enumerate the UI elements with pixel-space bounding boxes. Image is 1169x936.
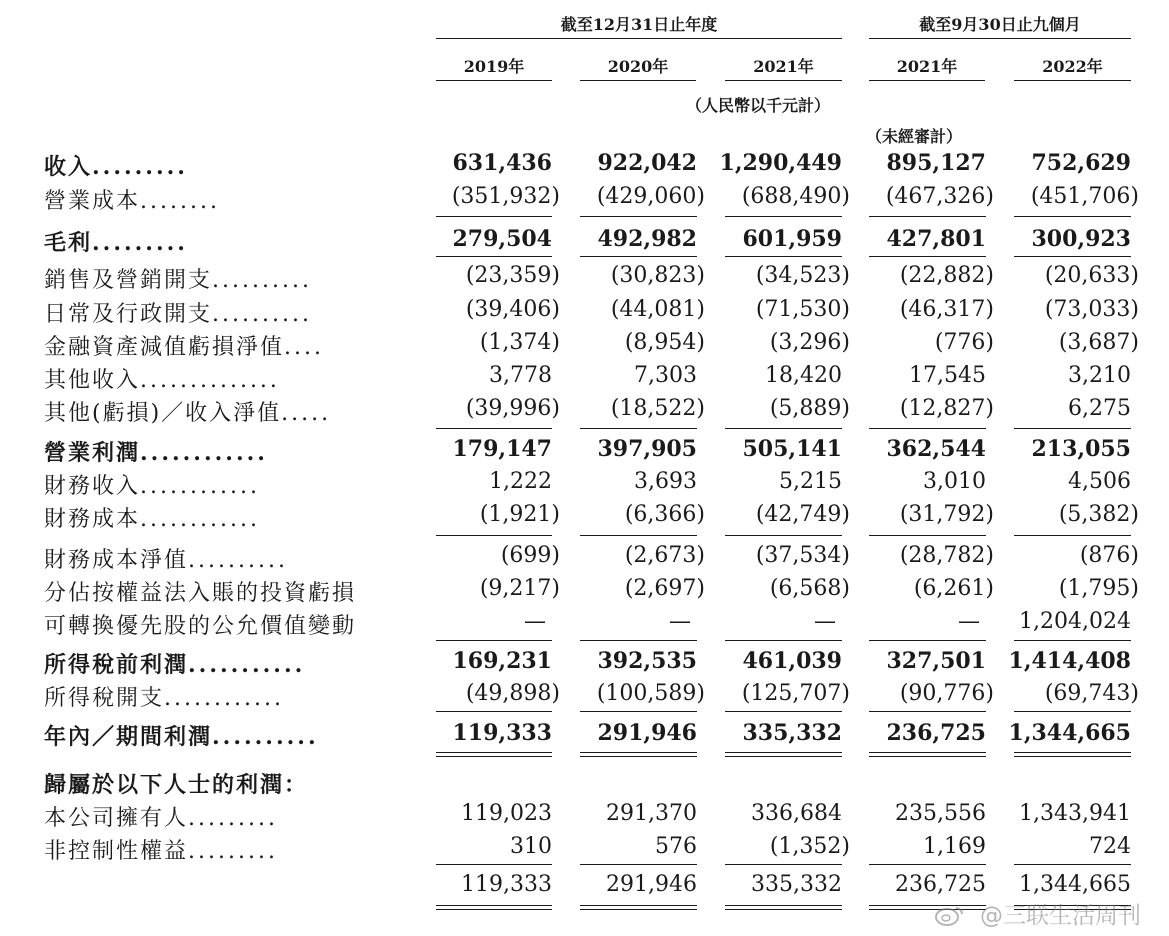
- value-cell: 291,946: [606, 872, 697, 897]
- value-cell: (699): [500, 543, 560, 568]
- row-label: [44, 469, 260, 500]
- leader-dots: ............: [164, 686, 284, 711]
- subtotal-rule: [725, 256, 842, 257]
- subtotal-rule: [436, 428, 552, 429]
- subtotal-rule: [580, 711, 697, 712]
- value-cell: (69,743): [1044, 681, 1139, 706]
- row-label-text: 財務收入: [44, 474, 141, 499]
- total-double-rule: [869, 752, 986, 757]
- currency-unit-note: （人民幣以千元計）: [686, 96, 831, 115]
- value-cell: 895,127: [886, 150, 986, 176]
- value-cell: (100,589): [596, 681, 705, 706]
- subtotal-rule: [436, 216, 552, 217]
- value-cell: 397,905: [597, 436, 697, 462]
- value-cell: 4,506: [1068, 469, 1131, 494]
- leader-dots: ............: [140, 507, 260, 532]
- value-cell: 179,147: [452, 436, 552, 462]
- row-label: [44, 648, 305, 679]
- value-cell: (73,033): [1044, 297, 1139, 322]
- row-label: [44, 543, 288, 574]
- subtotal-rule: [725, 535, 842, 536]
- subtotal-rule: [725, 864, 842, 865]
- total-double-rule: [1014, 752, 1131, 757]
- value-cell: 427,801: [886, 226, 986, 252]
- row-label-text: 年內／期間利潤: [44, 724, 213, 750]
- value-cell: 17,545: [909, 363, 986, 388]
- value-cell: 505,141: [742, 436, 842, 462]
- value-cell: 1,204,024: [1019, 609, 1131, 634]
- leader-dots: .........: [92, 154, 188, 180]
- value-cell: 279,504: [452, 226, 552, 252]
- row-label-text: 所得稅前利潤: [44, 652, 189, 678]
- subtotal-rule: [436, 256, 552, 257]
- value-cell: 461,039: [742, 648, 842, 674]
- group-header-rule: [436, 38, 842, 39]
- row-label-text: 可轉換優先股的公允價值變動: [44, 614, 357, 639]
- value-cell: 213,055: [1031, 436, 1131, 462]
- value-cell: —: [958, 609, 980, 634]
- value-cell: (30,823): [610, 263, 705, 288]
- value-cell: (5,382): [1058, 502, 1139, 527]
- group-header-year: 截至12月31日止年度: [560, 15, 718, 34]
- value-cell: 1,344,665: [1008, 720, 1131, 746]
- total-double-rule: [869, 905, 986, 910]
- value-cell: 7,303: [634, 363, 697, 388]
- total-double-rule: [725, 752, 842, 757]
- subtotal-rule: [869, 864, 986, 865]
- row-label-text: 分佔按權益法入賬的投資虧損: [44, 581, 357, 606]
- value-cell: (688,490): [741, 184, 850, 209]
- value-cell: 1,222: [489, 469, 552, 494]
- value-cell: (6,261): [913, 576, 994, 601]
- watermark-text: @三联生活周刊: [980, 903, 1141, 929]
- value-cell: (3,687): [1058, 330, 1139, 355]
- year-header: 2020年: [607, 57, 669, 76]
- value-cell: 576: [655, 834, 697, 859]
- leader-dots: ....: [284, 335, 324, 360]
- value-cell: (34,523): [755, 263, 850, 288]
- row-label-text: 金融資產減值虧損淨值: [44, 335, 285, 360]
- leader-dots: ..........: [188, 548, 288, 573]
- value-cell: 922,042: [597, 150, 697, 176]
- leader-dots: .........: [92, 230, 188, 256]
- value-cell: 236,725: [886, 720, 986, 746]
- year-rule: [436, 80, 552, 81]
- value-cell: 3,210: [1068, 363, 1131, 388]
- value-cell: (39,996): [465, 396, 560, 421]
- leader-dots: ............: [140, 474, 260, 499]
- value-cell: 631,436: [452, 150, 552, 176]
- value-cell: (1,795): [1058, 576, 1139, 601]
- row-label: [44, 263, 312, 294]
- leader-dots: .........: [188, 806, 278, 831]
- value-cell: (28,782): [899, 543, 994, 568]
- group-header-rule: [869, 38, 1131, 39]
- value-cell: (22,882): [899, 263, 994, 288]
- subtotal-rule: [580, 864, 697, 865]
- year-rule: [869, 80, 985, 81]
- subtotal-rule: [580, 640, 697, 641]
- row-label-text: 所得稅開支: [44, 686, 165, 711]
- value-cell: (6,366): [624, 502, 705, 527]
- value-cell: 1,414,408: [1008, 648, 1131, 674]
- year-header: 2022年: [1042, 57, 1103, 76]
- year-header: 2019年: [463, 57, 525, 76]
- row-label: [44, 226, 188, 257]
- value-cell: 300,923: [1031, 226, 1131, 252]
- subtotal-rule: [725, 216, 842, 217]
- total-double-rule: [436, 905, 552, 910]
- leader-dots: ..........: [212, 268, 312, 293]
- row-label-text: 財務成本: [44, 507, 141, 532]
- value-cell: (9,217): [479, 576, 560, 601]
- value-cell: 5,215: [779, 469, 842, 494]
- value-cell: (46,317): [899, 297, 994, 322]
- row-label: [44, 834, 278, 865]
- value-cell: (31,792): [899, 502, 994, 527]
- value-cell: 335,332: [751, 872, 842, 897]
- value-cell: 3,693: [634, 469, 697, 494]
- value-cell: (39,406): [465, 297, 560, 322]
- subtotal-rule: [725, 428, 842, 429]
- subtotal-rule: [869, 535, 986, 536]
- value-cell: (8,954): [624, 330, 705, 355]
- value-cell: 291,946: [597, 720, 697, 746]
- row-label-text: 毛利: [44, 230, 93, 256]
- leader-dots: .........: [188, 839, 278, 864]
- subtotal-rule: [436, 640, 552, 641]
- value-cell: —: [524, 609, 546, 634]
- value-cell: 724: [1089, 834, 1131, 859]
- value-cell: (467,326): [885, 184, 994, 209]
- year-header: 2021年: [753, 57, 814, 76]
- subtotal-rule: [436, 535, 552, 536]
- year-rule: [1014, 80, 1131, 81]
- subtotal-rule: [580, 428, 697, 429]
- subtotal-rule: [580, 535, 697, 536]
- row-label: [44, 297, 312, 328]
- row-label-text: 日常及行政開支: [44, 302, 213, 327]
- subtotal-rule: [725, 640, 842, 641]
- leader-dots: ..............: [140, 368, 280, 393]
- subtotal-rule: [436, 711, 552, 712]
- subtotal-rule: [1014, 428, 1131, 429]
- row-label: [44, 436, 268, 467]
- value-cell: —: [814, 609, 836, 634]
- group-header-nine-months: 截至9月30日止九個月: [919, 15, 1081, 34]
- row-label-text: 非控制性權益: [44, 839, 189, 864]
- row-label: [44, 150, 188, 181]
- value-cell: 169,231: [452, 648, 552, 674]
- row-label-text: 收入: [44, 154, 93, 180]
- value-cell: (429,060): [596, 184, 705, 209]
- value-cell: (3,296): [769, 330, 850, 355]
- value-cell: (42,749): [755, 502, 850, 527]
- row-label-text: 其他收入: [44, 368, 141, 393]
- subtotal-rule: [1014, 535, 1131, 536]
- row-label: [44, 184, 220, 215]
- value-cell: 1,343,941: [1019, 801, 1131, 826]
- value-cell: 327,501: [886, 648, 986, 674]
- row-label-text: 財務成本淨值: [44, 548, 189, 573]
- value-cell: 119,333: [461, 872, 552, 897]
- value-cell: 752,629: [1031, 150, 1131, 176]
- unaudited-note: （未經審計）: [866, 127, 963, 146]
- value-cell: (351,932): [451, 184, 560, 209]
- year-rule: [725, 80, 842, 81]
- leader-dots: ...........: [188, 652, 306, 678]
- value-cell: 1,344,665: [1019, 872, 1131, 897]
- value-cell: (5,889): [769, 396, 850, 421]
- value-cell: 6,275: [1068, 396, 1131, 421]
- value-cell: (18,522): [610, 396, 705, 421]
- subtotal-rule: [1014, 256, 1131, 257]
- value-cell: (71,530): [755, 297, 850, 322]
- value-cell: (776): [934, 330, 994, 355]
- row-label: [44, 396, 331, 427]
- value-cell: (49,898): [465, 681, 560, 706]
- value-cell: (44,081): [610, 297, 705, 322]
- subtotal-rule: [869, 428, 986, 429]
- subtotal-rule: [1014, 711, 1131, 712]
- subtotal-rule: [580, 256, 697, 257]
- row-label: [44, 609, 356, 640]
- row-label: [44, 720, 319, 751]
- value-cell: 236,725: [895, 872, 986, 897]
- row-label-text: 本公司擁有人: [44, 806, 189, 831]
- value-cell: 601,959: [742, 226, 842, 252]
- value-cell: (1,921): [479, 502, 560, 527]
- leader-dots: ............: [140, 440, 268, 466]
- value-cell: 291,370: [606, 801, 697, 826]
- row-label-text: 其他(虧損)／收入淨值: [44, 401, 282, 426]
- value-cell: 119,023: [461, 801, 552, 826]
- subtotal-rule: [869, 256, 986, 257]
- value-cell: 335,332: [742, 720, 842, 746]
- subtotal-rule: [869, 640, 986, 641]
- value-cell: 392,535: [597, 648, 697, 674]
- year-rule: [580, 80, 696, 81]
- row-label: [44, 801, 278, 832]
- value-cell: (876): [1079, 543, 1139, 568]
- value-cell: —: [669, 609, 691, 634]
- value-cell: 1,169: [923, 834, 986, 859]
- subtotal-rule: [1014, 864, 1131, 865]
- total-double-rule: [436, 752, 552, 757]
- row-label: [44, 768, 308, 799]
- row-label-text: 歸屬於以下人士的利潤：: [44, 772, 309, 798]
- row-label: [44, 502, 260, 533]
- value-cell: 18,420: [765, 363, 842, 388]
- value-cell: (1,374): [479, 330, 560, 355]
- leader-dots: ..........: [212, 302, 312, 327]
- value-cell: (6,568): [769, 576, 850, 601]
- value-cell: 492,982: [597, 226, 697, 252]
- value-cell: 3,010: [923, 469, 986, 494]
- value-cell: (12,827): [899, 396, 994, 421]
- value-cell: (451,706): [1030, 184, 1139, 209]
- value-cell: 362,544: [886, 436, 986, 462]
- value-cell: (2,697): [624, 576, 705, 601]
- value-cell: (1,352): [769, 834, 850, 859]
- subtotal-rule: [869, 216, 986, 217]
- value-cell: (2,673): [624, 543, 705, 568]
- row-label-text: 銷售及營銷開支: [44, 268, 213, 293]
- row-label: [44, 681, 284, 712]
- subtotal-rule: [580, 216, 697, 217]
- row-label: [44, 330, 324, 361]
- value-cell: 310: [510, 834, 552, 859]
- total-double-rule: [725, 905, 842, 910]
- value-cell: (23,359): [465, 263, 560, 288]
- row-label-text: 營業利潤: [44, 440, 141, 466]
- value-cell: 336,684: [751, 801, 842, 826]
- subtotal-rule: [1014, 216, 1131, 217]
- subtotal-rule: [869, 711, 986, 712]
- total-double-rule: [580, 905, 697, 910]
- weibo-logo-icon: [934, 904, 964, 926]
- value-cell: (90,776): [899, 681, 994, 706]
- leader-dots: ........: [140, 189, 220, 214]
- row-label: [44, 576, 356, 607]
- leader-dots: ..........: [212, 724, 319, 750]
- total-double-rule: [580, 752, 697, 757]
- year-header: 2021年: [896, 57, 958, 76]
- subtotal-rule: [436, 864, 552, 865]
- value-cell: (20,633): [1044, 263, 1139, 288]
- subtotal-rule: [725, 711, 842, 712]
- value-cell: 235,556: [895, 801, 986, 826]
- value-cell: 1,290,449: [719, 150, 842, 176]
- leader-dots: .....: [281, 401, 332, 426]
- value-cell: 119,333: [452, 720, 552, 746]
- subtotal-rule: [1014, 640, 1131, 641]
- value-cell: (37,534): [755, 543, 850, 568]
- value-cell: (125,707): [741, 681, 850, 706]
- row-label-text: 營業成本: [44, 189, 141, 214]
- value-cell: 3,778: [489, 363, 552, 388]
- row-label: [44, 363, 280, 394]
